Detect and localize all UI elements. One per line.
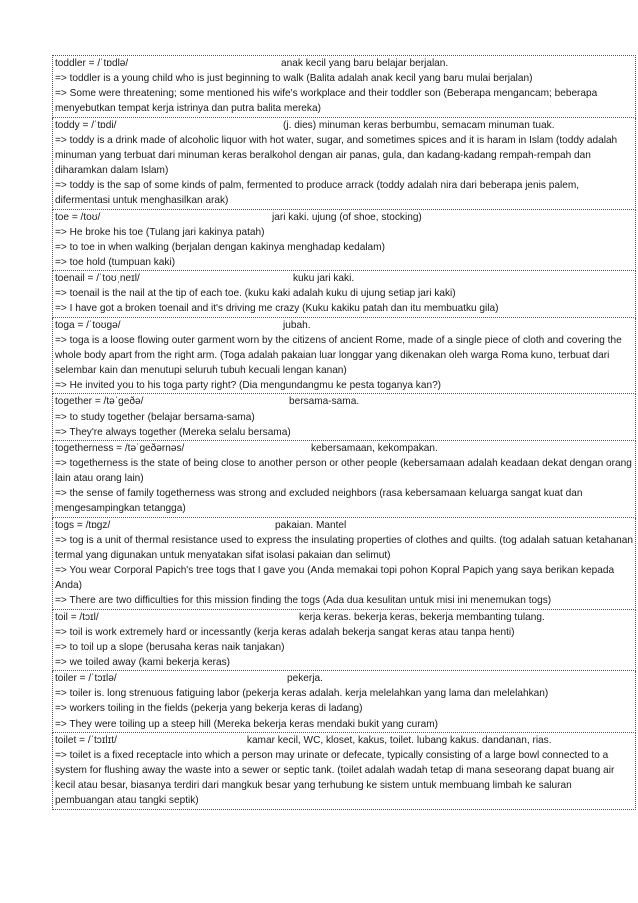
entry-definition: (j. dies) minuman keras berbumbu, semacam minuman tuak. xyxy=(283,119,555,131)
entry-example: => They were toiling up a steep hill (Mereka bekerja keras mendaki bukit yang curam) xyxy=(55,718,439,730)
entry-example: => They're always together (Mereka selalu bersama) xyxy=(55,426,291,438)
entry-definition: anak kecil yang baru belajar berjalan. xyxy=(281,58,449,69)
entry-example: => workers toiling in the fields (pekerja yang bekerja keras di ladang) xyxy=(55,703,363,715)
entry-headword-line xyxy=(55,671,633,686)
entry-term: toga = /ˈtoʊgə/ xyxy=(55,319,121,331)
entry-example: => tog is a unit of thermal resistance used to express the insulating properties of clothes and quilts. (tog adalah satuan ketahanan termal yang digunakan untuk menyatakan sifat isolasi pakaian dan selimut) xyxy=(55,534,633,561)
entry-box xyxy=(52,210,636,272)
entry-term: togetherness = /təˈgeðərnəs/ xyxy=(55,442,185,454)
entry-term: toilet = /ˈtɔɪlɪt/ xyxy=(55,734,117,746)
entry-term: toenail = /ˈtoʊˌneɪl/ xyxy=(55,273,140,285)
entry-example: => You wear Corporal Papich's tree togs that I gave you (Anda memakai topi pohon Kopral Papich yang saya berikan kepada Anda) xyxy=(55,565,615,592)
entry-headword-line xyxy=(55,610,633,625)
entry-example: => toilet is a fixed receptacle into which a person may urinate or defecate, typically consisting of a large bowl connected to a system for flushing away the waste into a sewer or septic tank. (toilet adalah wadah tetap di mana seseorang dapat buang air kecil atau besar, biasanya terdiri dari mangkuk besar yang terhubung ke sistem untuk membuang limbah ke saluran pembuangan atau tangki septik) xyxy=(55,749,615,807)
entry-example: => toddler is a young child who is just beginning to walk (Balita adalah anak kecil yang baru mulai berjalan) xyxy=(55,73,533,85)
entry-definition: kamar kecil, WC, kloset, kakus, toilet. lubang kakus. dandanan, rias. xyxy=(246,734,552,746)
entry-term: toiler = /ˈtɔɪlə/ xyxy=(55,673,117,685)
entry-example: => He broke his toe (Tulang jari kakinya patah) xyxy=(55,226,265,238)
entry-example: => to study together (belajar bersama-sama) xyxy=(55,411,255,423)
entry-example: => we toiled away (kami bekerja keras) xyxy=(55,656,231,668)
entry-definition: pekerja. xyxy=(287,673,323,685)
entry-definition: jubah. xyxy=(283,319,311,331)
entry-example: => Some were threatening; some mentioned his wife's workplace and their toddler son (Beberapa mengancam; beberapa menyebutkan tempat kerja istrinya dan putra balita mereka) xyxy=(55,88,598,115)
entry-headword-line xyxy=(55,118,633,133)
entry-example: => toiler is. long strenuous fatiguing labor (pekerja keras adalah. kerja melelahkan yang lama dan melelahkan) xyxy=(55,688,549,700)
entry-example: => There are two difficulties for this mission finding the togs (Ada dua kesulitan untuk misi ini menemukan togs) xyxy=(55,595,552,607)
entry-example: => I have got a broken toenail and it's driving me crazy (Kuku kakiku patah dan itu membuatku gila) xyxy=(55,303,499,315)
entry-headword-line xyxy=(55,318,633,333)
entry-example: => toddy is a drink made of alcoholic liquor with hot water, sugar, and sometimes spices and it is haram in Islam (toddy adalah minuman yang terbuat dari minuman keras beralkohol dengan air panas, gula, dan kadang-kadang rempah-rempah dan diharamkan dalam Islam) xyxy=(55,134,618,177)
entry-term: together = /təˈgeðə/ xyxy=(55,396,144,408)
entry-example: => to toil up a slope (berusaha keras naik tanjakan) xyxy=(55,641,285,653)
entry-box xyxy=(52,394,636,440)
entry-headword-line xyxy=(55,56,633,71)
entry-definition: jari kaki. ujung (of shoe, stocking) xyxy=(272,211,422,223)
entry-box xyxy=(52,671,636,733)
entry-box xyxy=(52,271,636,317)
entry-term: togs = /tɒgz/ xyxy=(55,519,111,531)
entry-example: => He invited you to his toga party right? (Dia mengundangmu ke pesta toganya kan?) xyxy=(55,380,442,392)
entry-box xyxy=(52,55,636,118)
entry-headword-line xyxy=(55,518,633,533)
entry-headword-line xyxy=(55,394,633,409)
entry-example: => the sense of family togetherness was strong and excluded neighbors (rasa kebersamaan keluarga sangat kuat dan mengesampingkan tetangga) xyxy=(55,488,583,515)
entry-term: toil = /tɔɪl/ xyxy=(55,611,99,623)
entry-box xyxy=(52,518,636,610)
entry-headword-line xyxy=(55,441,633,456)
entry-box xyxy=(52,318,636,395)
entry-headword-line xyxy=(55,271,633,286)
entry-headword-line xyxy=(55,210,633,225)
entry-box xyxy=(52,610,636,672)
entry-example: => toil is work extremely hard or incessantly (kerja keras adalah bekerja sangat keras atau tanpa henti) xyxy=(55,626,515,638)
entry-definition: kerja keras. bekerja keras, bekerja membanting tulang. xyxy=(299,611,545,623)
entry-term: toddy = /ˈtɒdi/ xyxy=(55,119,117,131)
entry-term: toddler = /ˈtɒdlə/ xyxy=(55,58,129,69)
entry-definition: kuku jari kaki. xyxy=(293,273,355,285)
entry-example: => toenail is the nail at the tip of each toe. (kuku kaki adalah kuku di ujung setiap jari kaki) xyxy=(55,288,456,300)
dictionary-page xyxy=(52,55,636,810)
entry-definition: kebersamaan, kekompakan. xyxy=(311,442,438,454)
entry-headword-line xyxy=(55,733,633,748)
entry-definition: pakaian. Mantel xyxy=(275,519,347,531)
entry-example: => togetherness is the state of being close to another person or other people (kebersamaan adalah keadaan dekat dengan orang lain atau orang lain) xyxy=(55,457,632,485)
entry-example: => toga is a loose flowing outer garment worn by the citizens of ancient Rome, made of a single piece of cloth and covering the whole body apart from the right arm. (Toga adalah pakaian luar longgar yang dikenakan oleh warga Roma kuno, terbuat dari selembar kain dan menutupi seluruh tubuh kecuali lengan kanan) xyxy=(55,334,622,377)
entry-box xyxy=(52,118,636,210)
entry-term: toe = /toʊ/ xyxy=(55,211,101,223)
entry-box xyxy=(52,441,636,518)
entry-example: => toe hold (tumpuan kaki) xyxy=(55,256,176,268)
entry-example: => toddy is the sap of some kinds of palm, fermented to produce arrack (toddy adalah nira dari beberapa jenis palem, difermentasi untuk menghasilkan arak) xyxy=(55,180,580,207)
entry-definition: bersama-sama. xyxy=(289,396,360,408)
entry-example: => to toe in when walking (berjalan dengan kakinya menghadap kedalam) xyxy=(55,241,385,253)
entry-box xyxy=(52,733,636,810)
